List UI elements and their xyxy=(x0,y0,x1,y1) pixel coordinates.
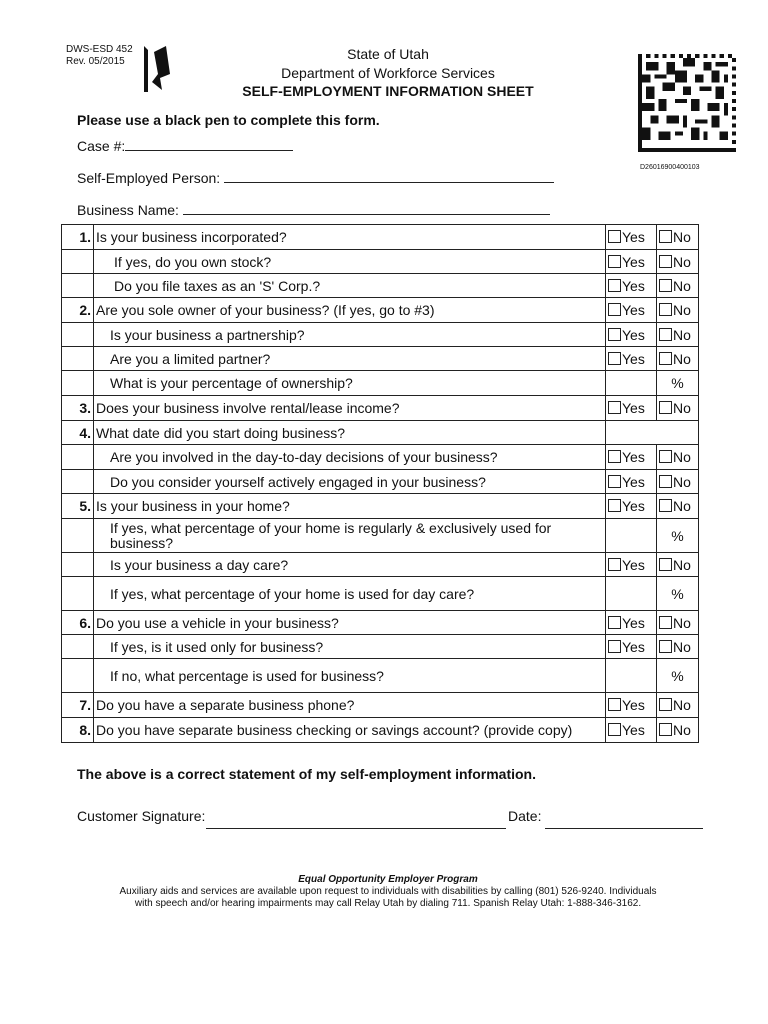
datamatrix-barcode-icon xyxy=(638,54,736,152)
question-number: 7. xyxy=(62,693,94,718)
table-row xyxy=(62,659,699,693)
table-row xyxy=(62,635,699,659)
checkbox-icon[interactable] xyxy=(608,230,621,243)
business-name-field[interactable] xyxy=(77,200,550,218)
case-number-field[interactable] xyxy=(77,136,293,154)
yes-checkbox[interactable] xyxy=(606,611,657,635)
yes-checkbox[interactable] xyxy=(606,347,657,371)
question-text: If yes, is it used only for business? xyxy=(94,635,606,659)
certification-statement: The above is a correct statement of my self-employment information. xyxy=(77,766,536,782)
no-label: No xyxy=(673,326,691,343)
question-text: Do you have separate business checking or savings account? (provide copy) xyxy=(94,718,606,743)
question-text: Is your business in your home? xyxy=(94,494,606,519)
table-row xyxy=(62,421,699,445)
checkbox-icon[interactable] xyxy=(608,328,621,341)
checkbox-icon[interactable] xyxy=(659,499,672,512)
question-text: Do you use a vehicle in your business? xyxy=(94,611,606,635)
no-checkbox[interactable] xyxy=(657,396,699,421)
yes-label: Yes xyxy=(622,302,645,318)
signature-line[interactable] xyxy=(206,828,506,829)
table-row xyxy=(62,298,699,323)
form-title: SELF-EMPLOYMENT INFORMATION SHEET xyxy=(242,83,534,99)
checkbox-icon[interactable] xyxy=(608,616,621,629)
checkbox-icon[interactable] xyxy=(659,558,672,571)
checkbox-icon[interactable] xyxy=(659,401,672,414)
yes-checkbox[interactable] xyxy=(606,323,657,347)
footer-line-1: Auxiliary aids and services are available upon request to individuals with disabilities by calling (801) 526-9240. Individuals xyxy=(119,886,657,897)
question-number: 1. xyxy=(62,225,94,250)
form-id: DWS-ESD 452 xyxy=(66,44,133,55)
yes-checkbox[interactable] xyxy=(606,553,657,577)
state-name: State of Utah xyxy=(347,46,429,62)
question-text: Is your business a partnership? xyxy=(94,323,606,347)
no-checkbox[interactable] xyxy=(657,693,699,718)
question-text: Are you involved in the day-to-day decisions of your business? xyxy=(94,445,606,470)
table-row xyxy=(62,718,699,743)
checkbox-icon[interactable] xyxy=(659,352,672,365)
footer-program: Equal Opportunity Employer Program xyxy=(298,874,478,885)
yes-checkbox[interactable] xyxy=(606,494,657,519)
checkbox-icon[interactable] xyxy=(608,475,621,488)
checkbox-icon[interactable] xyxy=(659,698,672,711)
no-checkbox[interactable] xyxy=(657,250,699,274)
table-row xyxy=(62,445,699,470)
yes-label: Yes xyxy=(622,253,645,270)
checkbox-icon[interactable] xyxy=(608,640,621,653)
department-name: Department of Workforce Services xyxy=(281,65,495,81)
no-checkbox[interactable] xyxy=(657,298,699,323)
question-number: 8. xyxy=(62,718,94,743)
yes-label: Yes xyxy=(622,473,645,490)
date-line[interactable] xyxy=(545,828,703,829)
no-label: No xyxy=(673,697,691,713)
checkbox-icon[interactable] xyxy=(659,328,672,341)
no-checkbox[interactable] xyxy=(657,494,699,519)
no-checkbox[interactable] xyxy=(657,347,699,371)
question-text: Do you file taxes as an 'S' Corp.? xyxy=(94,274,606,298)
table-row xyxy=(62,519,699,553)
no-checkbox[interactable] xyxy=(657,611,699,635)
table-row xyxy=(62,553,699,577)
checkbox-icon[interactable] xyxy=(659,723,672,736)
yes-label: Yes xyxy=(622,350,645,367)
yes-checkbox[interactable] xyxy=(606,225,657,250)
checkbox-icon[interactable] xyxy=(608,723,621,736)
self-employed-person-field[interactable] xyxy=(77,168,554,186)
checkbox-icon[interactable] xyxy=(659,640,672,653)
question-text: If no, what percentage is used for business? xyxy=(94,659,606,693)
percent-sign: % xyxy=(657,371,699,396)
yes-label: Yes xyxy=(622,722,645,738)
yes-label: Yes xyxy=(622,277,645,294)
percent-input[interactable] xyxy=(606,371,657,396)
business-name-label: Business Name: xyxy=(77,202,179,218)
yes-checkbox[interactable] xyxy=(606,635,657,659)
percent-sign: % xyxy=(657,577,699,611)
yes-checkbox[interactable] xyxy=(606,274,657,298)
no-label: No xyxy=(673,400,691,416)
no-label: No xyxy=(673,449,691,465)
yes-label: Yes xyxy=(622,697,645,713)
checkbox-icon[interactable] xyxy=(659,230,672,243)
table-row xyxy=(62,250,699,274)
no-checkbox[interactable] xyxy=(657,470,699,494)
no-label: No xyxy=(673,473,691,490)
checkbox-icon[interactable] xyxy=(608,255,621,268)
question-text: Are you sole owner of your business? (If yes, go to #3) xyxy=(94,298,606,323)
question-text: What is your percentage of ownership? xyxy=(94,371,606,396)
question-text: If yes, what percentage of your home is regularly & exclusively used for business? xyxy=(94,519,606,553)
percent-sign: % xyxy=(657,519,699,553)
checkbox-icon[interactable] xyxy=(608,279,621,292)
business-name-line[interactable] xyxy=(183,200,550,215)
yes-checkbox[interactable] xyxy=(606,298,657,323)
question-number: 5. xyxy=(62,494,94,519)
question-number: 3. xyxy=(62,396,94,421)
question-text: If yes, what percentage of your home is used for day care? xyxy=(94,577,606,611)
yes-label: Yes xyxy=(622,638,645,655)
table-row xyxy=(62,323,699,347)
start-date-input[interactable] xyxy=(606,421,699,445)
no-label: No xyxy=(673,253,691,270)
percent-input[interactable] xyxy=(606,659,657,693)
table-row xyxy=(62,347,699,371)
no-label: No xyxy=(673,498,691,514)
no-checkbox[interactable] xyxy=(657,445,699,470)
no-checkbox[interactable] xyxy=(657,635,699,659)
no-label: No xyxy=(673,277,691,294)
checkbox-icon[interactable] xyxy=(608,698,621,711)
question-text: Do you consider yourself actively engaged in your business? xyxy=(94,470,606,494)
table-row xyxy=(62,693,699,718)
question-text: Is your business incorporated? xyxy=(94,225,606,250)
yes-checkbox[interactable] xyxy=(606,445,657,470)
checkbox-icon[interactable] xyxy=(659,303,672,316)
yes-label: Yes xyxy=(622,326,645,343)
question-number: 6. xyxy=(62,611,94,635)
yes-label: Yes xyxy=(622,400,645,416)
date-label: Date: xyxy=(508,808,542,824)
questionnaire-table xyxy=(61,224,699,743)
checkbox-icon[interactable] xyxy=(659,255,672,268)
table-row xyxy=(62,225,699,250)
yes-label: Yes xyxy=(622,449,645,465)
no-label: No xyxy=(673,556,691,573)
question-text: Do you have a separate business phone? xyxy=(94,693,606,718)
checkbox-icon[interactable] xyxy=(659,616,672,629)
yes-checkbox[interactable] xyxy=(606,693,657,718)
checkbox-icon[interactable] xyxy=(608,401,621,414)
table-row xyxy=(62,577,699,611)
yes-checkbox[interactable] xyxy=(606,250,657,274)
percent-sign: % xyxy=(657,659,699,693)
checkbox-icon[interactable] xyxy=(608,499,621,512)
barcode-number: D26016900400103 xyxy=(640,164,700,171)
no-label: No xyxy=(673,638,691,655)
yes-label: Yes xyxy=(622,229,645,245)
no-checkbox[interactable] xyxy=(657,553,699,577)
question-number: 2. xyxy=(62,298,94,323)
case-number-line[interactable] xyxy=(125,136,293,151)
table-row xyxy=(62,494,699,519)
no-checkbox[interactable] xyxy=(657,225,699,250)
question-text: Are you a limited partner? xyxy=(94,347,606,371)
percent-input[interactable] xyxy=(606,577,657,611)
checkbox-icon[interactable] xyxy=(659,450,672,463)
checkbox-icon[interactable] xyxy=(608,303,621,316)
checkbox-icon[interactable] xyxy=(608,558,621,571)
table-row xyxy=(62,470,699,494)
self-employed-person-line[interactable] xyxy=(224,168,554,183)
question-number: 4. xyxy=(62,421,94,445)
checkbox-icon[interactable] xyxy=(659,475,672,488)
question-text: Does your business involve rental/lease income? xyxy=(94,396,606,421)
table-row xyxy=(62,371,699,396)
no-label: No xyxy=(673,229,691,245)
self-employed-person-label: Self-Employed Person: xyxy=(77,170,221,186)
signature-label: Customer Signature: xyxy=(77,808,206,824)
table-row xyxy=(62,611,699,635)
table-row xyxy=(62,274,699,298)
question-text: Is your business a day care? xyxy=(94,553,606,577)
no-label: No xyxy=(673,722,691,738)
yes-checkbox[interactable] xyxy=(606,718,657,743)
question-text: If yes, do you own stock? xyxy=(94,250,606,274)
table-row xyxy=(62,396,699,421)
question-text: What date did you start doing business? xyxy=(94,421,606,445)
no-checkbox[interactable] xyxy=(657,718,699,743)
checkbox-icon[interactable] xyxy=(608,450,621,463)
no-checkbox[interactable] xyxy=(657,274,699,298)
yes-label: Yes xyxy=(622,556,645,573)
percent-input[interactable] xyxy=(606,519,657,553)
yes-checkbox[interactable] xyxy=(606,396,657,421)
case-number-label: Case #: xyxy=(77,138,126,154)
footer-line-2: with speech and/or hearing impairments may call Relay Utah by dialing 711. Spanish Relay Utah: 1-888-346-3162. xyxy=(134,898,642,909)
checkbox-icon[interactable] xyxy=(659,279,672,292)
no-label: No xyxy=(673,614,691,631)
instruction-text: Please use a black pen to complete this form. xyxy=(77,112,380,128)
no-label: No xyxy=(673,350,691,367)
no-label: No xyxy=(673,302,691,318)
yes-label: Yes xyxy=(622,614,645,631)
checkbox-icon[interactable] xyxy=(608,352,621,365)
form-revision: Rev. 05/2015 xyxy=(66,56,125,67)
yes-label: Yes xyxy=(622,498,645,514)
yes-checkbox[interactable] xyxy=(606,470,657,494)
no-checkbox[interactable] xyxy=(657,323,699,347)
